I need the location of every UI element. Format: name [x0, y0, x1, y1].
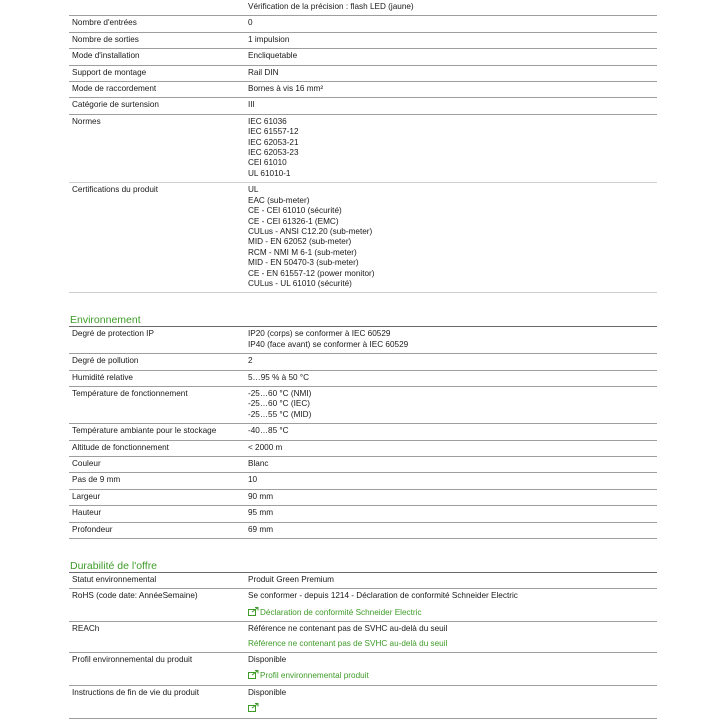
row-value: Blanc — [248, 459, 269, 468]
table-row — [69, 16, 657, 32]
row-value: Vérification de la précision : flash LED (jaune) — [248, 2, 414, 11]
row-key: Nombre de sorties — [69, 32, 245, 48]
end-of-life-link[interactable] — [248, 703, 654, 714]
table-row — [69, 65, 657, 81]
row-key: Pas de 9 mm — [69, 473, 245, 489]
row-value: EAC (sub-meter) — [248, 195, 310, 205]
row-key: Degré de protection IP — [69, 327, 245, 353]
row-value: Rail DIN — [248, 67, 279, 77]
row-key: Couleur — [69, 457, 245, 473]
row-key: Catégorie de surtension — [69, 98, 245, 114]
row-key: Mode d'installation — [69, 49, 245, 65]
row-value: CE - CEI 61326-1 (EMC) — [248, 216, 339, 226]
row-value-cell — [245, 114, 657, 182]
row-key: Certifications du produit — [69, 183, 245, 293]
table-row — [69, 98, 657, 114]
row-value-cell — [245, 370, 657, 386]
row-value-cell — [245, 49, 657, 65]
row-value: -40…85 °C — [248, 426, 289, 436]
row-value: -25…60 °C (NMI) — [248, 388, 312, 398]
section-title-durability: Durabilité de l'offre — [69, 560, 657, 573]
row-value: Se conformer - depuis 1214 - Déclaration de conformité Schneider Electric — [248, 591, 518, 601]
row-key: Altitude de fonctionnement — [69, 440, 245, 456]
row-key: Température de fonctionnement — [69, 386, 245, 423]
row-value-cell — [245, 327, 657, 353]
table-row — [69, 386, 657, 423]
row-value: Encliquetable — [248, 51, 298, 61]
row-value: UL 61010-1 — [248, 168, 291, 178]
row-value-cell — [245, 0, 657, 16]
row-value: MID - EN 62052 (sub-meter) — [248, 237, 352, 247]
row-key: RoHS (code date: AnnéeSemaine) — [69, 589, 245, 622]
row-key: Instructions de fin de vie du produit — [69, 685, 245, 718]
table-row — [69, 622, 657, 653]
table-row — [69, 506, 657, 522]
row-value: IP20 (corps) se conformer à IEC 60529 — [248, 329, 391, 339]
table-row — [69, 589, 657, 622]
environmental-profile-link[interactable] — [248, 670, 654, 681]
row-value: 1 impulsion — [248, 34, 290, 44]
row-value: Bornes à vis 16 mm² — [248, 84, 324, 94]
table-row — [69, 183, 657, 293]
row-value: 0 — [248, 18, 253, 28]
rohs-declaration-link[interactable] — [248, 607, 654, 618]
table-row — [69, 114, 657, 182]
row-key: REACh — [69, 622, 245, 653]
section-title-environment: Environnement — [69, 314, 657, 327]
table-row — [69, 0, 657, 16]
row-value: CEI 61010 — [248, 158, 287, 168]
row-value-cell — [245, 65, 657, 81]
document-link-icon — [248, 607, 259, 616]
row-key: Nombre d'entrées — [69, 16, 245, 32]
reach-link[interactable]: Référence ne contenant pas de SVHC au-delà du seuil — [248, 638, 448, 648]
table-row — [69, 573, 657, 589]
row-value: < 2000 m — [248, 442, 283, 452]
row-key: Largeur — [69, 489, 245, 505]
table-row — [69, 522, 657, 538]
row-value: IEC 62053-21 — [248, 137, 299, 147]
row-value: 95 mm — [248, 508, 274, 518]
characteristics-table — [69, 0, 657, 293]
row-value-cell — [245, 440, 657, 456]
table-row — [69, 32, 657, 48]
row-value-cell — [245, 82, 657, 98]
row-value: Produit Green Premium — [245, 573, 657, 589]
row-value: Disponible — [248, 655, 287, 665]
row-value: CE - CEI 61010 (sécurité) — [248, 206, 342, 216]
table-row — [69, 685, 657, 718]
row-key: Profondeur — [69, 522, 245, 538]
row-value-cell — [245, 354, 657, 370]
row-value: IEC 62053-23 — [248, 148, 299, 158]
row-value: 2 — [248, 356, 253, 366]
row-value-cell — [245, 32, 657, 48]
environment-table — [69, 327, 657, 539]
link-text: Profil environnemental produit — [260, 671, 369, 681]
spacer — [69, 293, 657, 314]
table-row — [69, 457, 657, 473]
row-key: Mode de raccordement — [69, 82, 245, 98]
row-key: Degré de pollution — [69, 354, 245, 370]
document-link-icon — [248, 670, 259, 679]
row-key: Normes — [69, 114, 245, 182]
row-key: Humidité relative — [69, 370, 245, 386]
row-key: Température ambiante pour le stockage — [69, 424, 245, 440]
table-row — [69, 370, 657, 386]
table-row — [69, 440, 657, 456]
row-key: Statut environnemental — [69, 573, 245, 589]
row-value-cell — [245, 183, 657, 293]
row-key: Support de montage — [69, 65, 245, 81]
row-value: Disponible — [248, 687, 287, 697]
row-value: IEC 61036 — [248, 116, 287, 126]
row-value-cell — [245, 489, 657, 505]
row-value-cell — [245, 16, 657, 32]
row-value: UL — [248, 185, 259, 195]
row-value-cell — [245, 457, 657, 473]
row-key: Profil environnemental du produit — [69, 653, 245, 686]
row-value: CULus - ANSI C12.20 (sub-meter) — [248, 226, 373, 236]
row-value: -25…55 °C (MID) — [248, 409, 312, 419]
row-value: 90 mm — [248, 491, 274, 501]
row-value: IP40 (face avant) se conformer à IEC 60529 — [248, 339, 409, 349]
durability-table — [69, 573, 657, 719]
row-value: III — [248, 100, 255, 110]
row-key: Hauteur — [69, 506, 245, 522]
row-value-cell — [245, 522, 657, 538]
row-value-cell — [245, 685, 657, 718]
row-value-cell — [245, 386, 657, 423]
row-value-cell — [245, 506, 657, 522]
table-row — [69, 354, 657, 370]
row-value-cell — [245, 622, 657, 653]
link-text: Déclaration de conformité Schneider Electric — [260, 607, 422, 617]
table-row — [69, 473, 657, 489]
table-row — [69, 82, 657, 98]
row-value: RCM - NMI M 6-1 (sub-meter) — [248, 247, 357, 257]
row-value: 10 — [248, 475, 258, 485]
row-key — [69, 0, 245, 16]
row-value-cell — [245, 589, 657, 622]
row-value: CE - EN 61557-12 (power monitor) — [248, 268, 375, 278]
document-link-icon — [248, 703, 259, 712]
row-value-cell — [245, 424, 657, 440]
datasheet-page — [69, 0, 657, 719]
row-value: CULus - UL 61010 (sécurité) — [248, 278, 352, 288]
spacer — [69, 539, 657, 560]
table-row — [69, 653, 657, 686]
table-row — [69, 489, 657, 505]
row-value-cell — [245, 653, 657, 686]
table-row — [69, 424, 657, 440]
row-value: -25…60 °C (IEC) — [248, 399, 310, 409]
table-row — [69, 49, 657, 65]
row-value-cell — [245, 473, 657, 489]
row-value: Référence ne contenant pas de SVHC au-delà du seuil — [248, 624, 448, 634]
row-value: IEC 61557-12 — [248, 127, 299, 137]
row-value: 5…95 % à 50 °C — [248, 372, 310, 382]
table-row — [69, 327, 657, 353]
row-value-cell — [245, 98, 657, 114]
row-value: 69 mm — [248, 524, 274, 534]
row-value: MID - EN 50470-3 (sub-meter) — [248, 258, 359, 268]
